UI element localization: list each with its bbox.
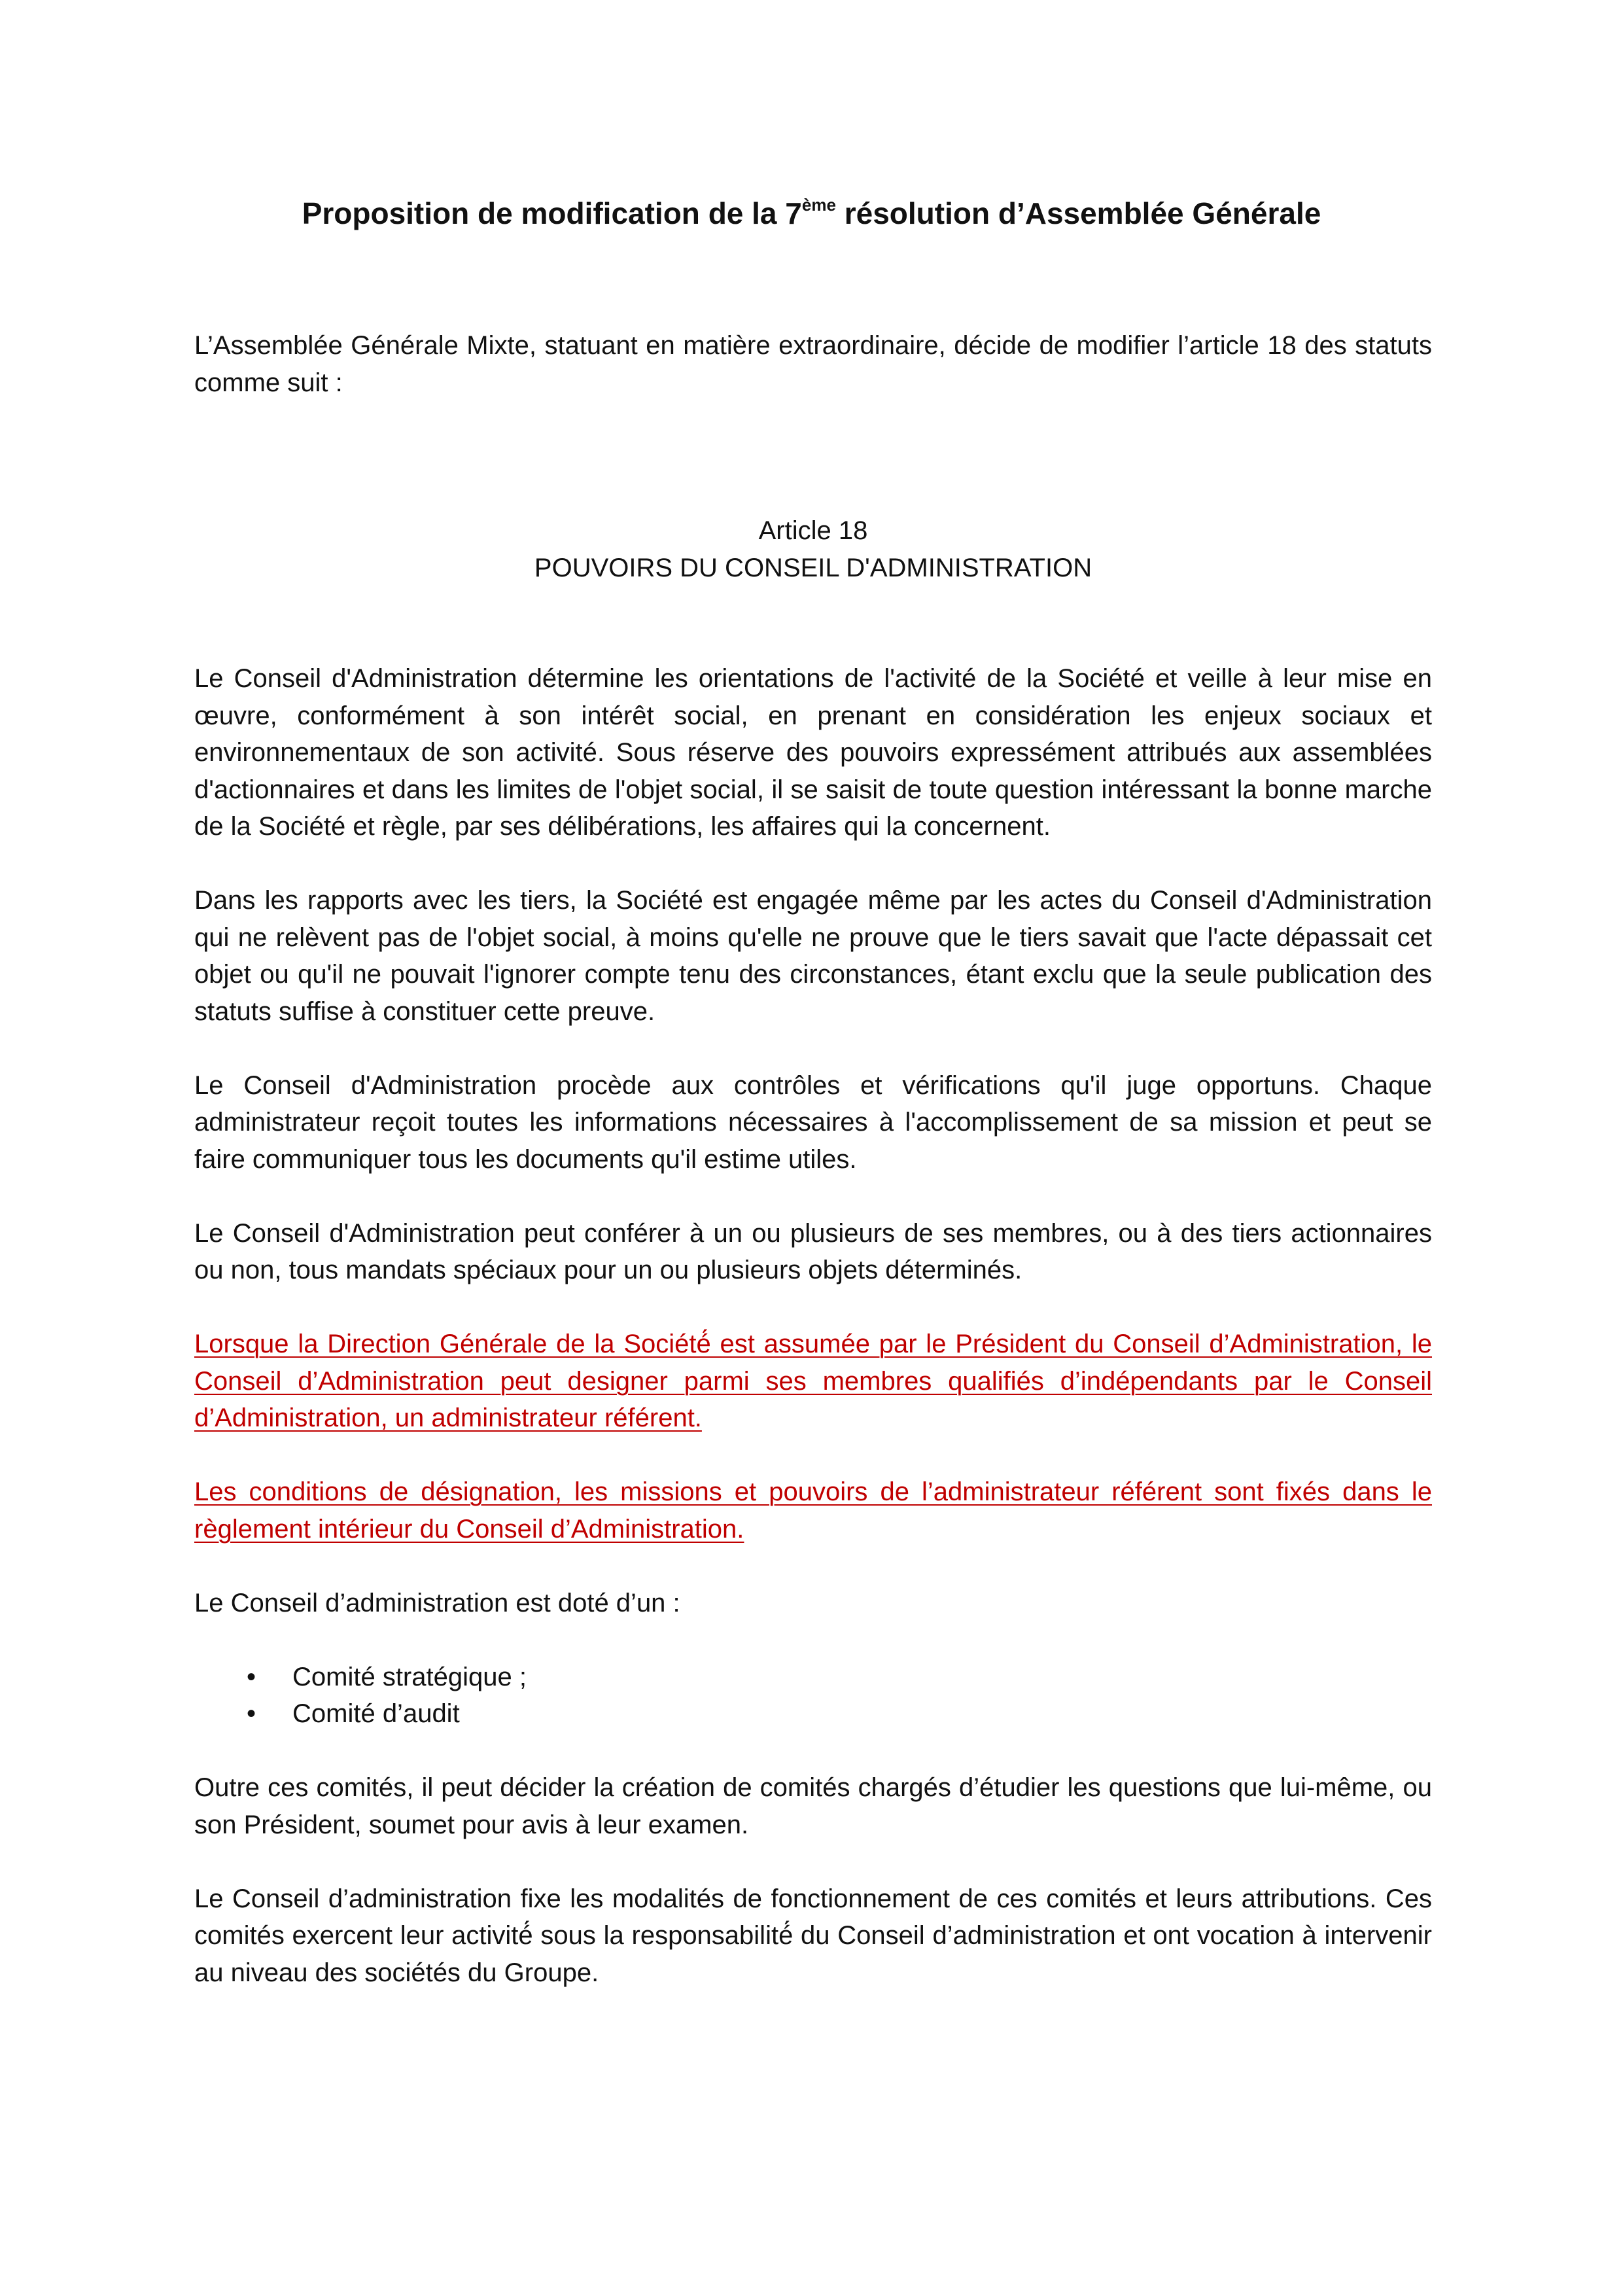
bullet-icon: • xyxy=(247,1699,256,1728)
paragraph-special-mandates: Le Conseil d'Administration peut conférer à un ou plusieurs de ses membres, ou à des tiers actionnaires ou non, tous mandats spéciaux pour un ou plusieurs objets déterminés. xyxy=(194,1218,1432,1284)
paragraph-third-parties: Dans les rapports avec les tiers, la Société est engagée même par les actes du Conseil d'Administration qui ne relèvent pas de l'objet social, à moins qu'elle ne prouve que le tiers savait que l'acte dépassait cet objet ou qu'il ne pouvait l'ignorer compte tenu des circonstances, étant exclu que la seule publication des statuts suffise à constituer cette preuve. xyxy=(194,886,1432,1026)
amendment-designation-conditions: Les conditions de désignation, les missions et pouvoirs de l’administrateur référent sont fixés dans le règlement intérieur du Conseil d’Administration. xyxy=(194,1477,1432,1544)
committee-strategic: Comité stratégique ; xyxy=(292,1662,527,1691)
committees-list xyxy=(194,1659,1432,1733)
document-body xyxy=(194,327,1432,1991)
intro-paragraph: L’Assemblée Générale Mixte, statuant en matière extraordinaire, décide de modifier l’article 18 des statuts comme suit : xyxy=(194,331,1432,397)
amendment-lead-director: Lorsque la Direction Générale de la Société́ est assumée par le Président du Conseil d’Administration, le Conseil d’Administration peut designer parmi ses membres qualifiés d’indépendants par le Conseil d’Administration, un administrateur référent. xyxy=(194,1330,1432,1432)
committee-audit: Comité d’audit xyxy=(292,1699,460,1728)
bullet-icon: • xyxy=(247,1662,256,1691)
list-item xyxy=(194,1659,1432,1696)
article-heading xyxy=(194,512,1432,586)
committees-intro: Le Conseil d’administration est doté d’un : xyxy=(194,1588,680,1617)
paragraph-committee-functioning: Le Conseil d’administration fixe les modalités de fonctionnement de ces comités et leurs attributions. Ces comités exercent leur activité́ sous la responsabilité́ du Conseil d’administration et ont vocation à intervenir au niveau des sociétés du Groupe. xyxy=(194,1884,1432,1987)
list-item xyxy=(194,1695,1432,1733)
title-text-start: Proposition de modification de la 7 xyxy=(302,196,802,230)
article-title: POUVOIRS DU CONSEIL D'ADMINISTRATION xyxy=(534,553,1092,582)
title-superscript: ème xyxy=(801,195,836,215)
document-title xyxy=(0,191,1623,236)
article-number: Article 18 xyxy=(758,516,868,545)
paragraph-other-committees: Outre ces comités, il peut décider la création de comités chargés d’étudier les questions que lui-même, ou son Président, soumet pour avis à leur examen. xyxy=(194,1773,1432,1839)
title-text-end: résolution d’Assemblée Générale xyxy=(835,196,1321,230)
paragraph-controls: Le Conseil d'Administration procède aux contrôles et vérifications qu'il juge opportuns. Chaque administrateur reçoit toutes les informations nécessaires à l'accomplissement de sa mission et peut se faire communiquer tous les documents qu'il estime utiles. xyxy=(194,1070,1432,1174)
paragraph-orientations: Le Conseil d'Administration détermine les orientations de l'activité de la Société et veille à leur mise en œuvre, conformément à son intérêt social, en prenant en considération les enjeux sociaux et environnementaux de son activité. Sous réserve des pouvoirs expressément attribués aux assemblées d'actionnaires et dans les limites de l'objet social, il se saisit de toute question intéressant la bonne marche de la Société et règle, par ses délibérations, les affaires qui la concernent. xyxy=(194,664,1432,841)
